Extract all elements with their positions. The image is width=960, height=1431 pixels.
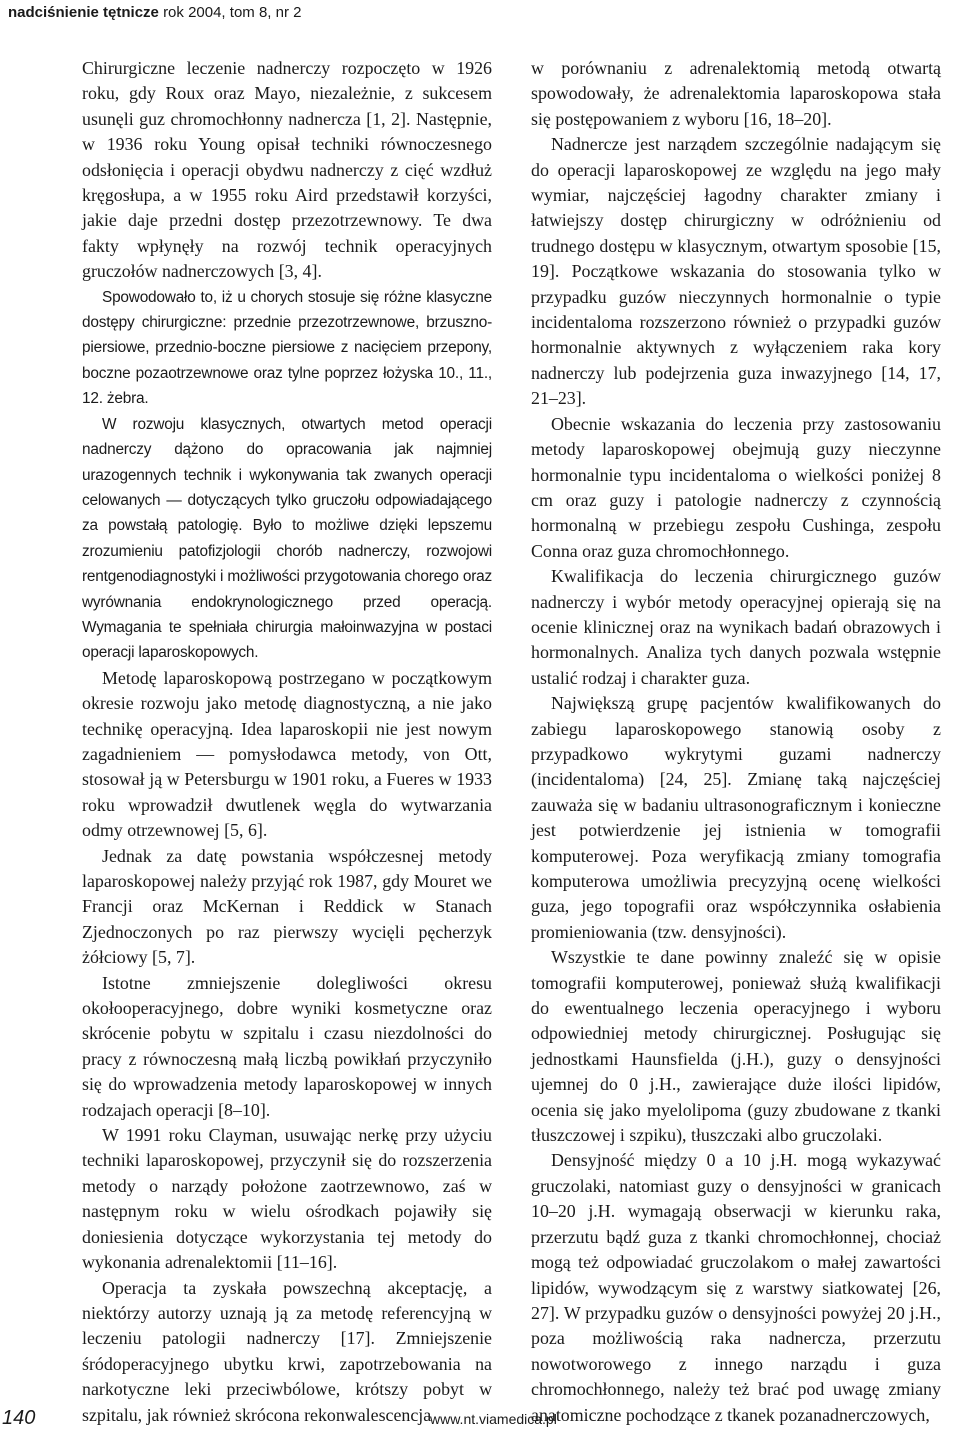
paragraph: Densyjność między 0 a 10 j.H. mogą wykazywać gruczolaki, natomiast guzy o densyjności w granicach 10–20 j.H. wymagają obserwacji w kierunku raka, przerzutu bądź guza z tkanki chromochłonnej, chociaż mogą też odpowiadać gruczolakom o małej zawartości lipidów, wywodzącym się z warstwy siatkowatej [26, 27]. W przypadku guzów o densyjności powyżej 20 j.H., poza możliwością raka nadnercza, przerzutu nowotworowego z innego narządu i guza chromochłonnego, należy też brać pod uwagę zmiany anatomiczne pochodzące z tkanek pozanadnerczowych, (531, 1150, 941, 1425)
page-number: 140 (2, 1407, 36, 1429)
paragraph: Obecnie wskazania do leczenia przy zastosowaniu metody laparoskopowej obejmują guzy nieczynne hormonalnie typu incidentaloma o wielkości poniżej 8 cm oraz guzy i patologie nadnerczy z czynnością hormonalną w przebiegu zespołu Cushinga, zespołu Conna oraz guza chromochłonnego. (531, 413, 941, 561)
paragraph: W 1991 roku Clayman, usuwając nerkę przy użyciu techniki laparoskopowej, przyczynił się do rozszerzenia metody o narządy położone zaotrzewnowo, zaś w następnym roku w wielu ośrodkach pojawiły się doniesienia dotyczące wykorzystania tej metody do wykonania adrenalektomii [11–16]. (82, 1125, 492, 1273)
paragraph: Nadnercze jest narządem szczególnie nadającym się do operacji laparoskopowej ze względu na jego mały wymiar, najczęściej łagodny charakter zmiany i łatwiejszy dostęp chirurgiczny w odróżnieniu od trudnego dostępu w klasycznym, otwartym sposobie [15, 19]. Początkowe wskazania do stosowania tylko w przypadku guzów nieczynnych hormonalnie o typie incidentaloma rozszerzono również o przypadki guzów hormonalnie aktywnych z wyłączeniem raka kory nadnerczy lub podejrzenia guza inwazyjnego [14, 17, 21–23]. (531, 134, 941, 409)
right-column (531, 56, 941, 1428)
paragraph: Spowodowało to, iż u chorych stosuje się różne klasyczne dostępy chirurgiczne: przednie przezotrzewnowe, brzuszno-piersiowe, przednio-boczne piersiowe z nacięciem przepony, boczne pozaotrzewnowe oraz tylne poprzez łożyska 10., 11., 12. żebra. (82, 288, 492, 408)
paragraph: Wszystkie te dane powinny znaleźć się w opisie tomografii komputerowej, ponieważ służą kwalifikacji do ewentualnego leczenia operacyjnego i wyboru odpowiedniej metody chirurgicznej. Posługując się jednostkami Haunsfielda (j.H.), guzy o densyjności ujemnej do 0 j.H., zawierające duże ilości lipidów, ocenia się jako myelolipoma (guzy zbudowane z tkanki tłuszczowej i szpiku), tłuszczaki albo gruczolaki. (531, 947, 941, 1146)
paragraph: Największą grupę pacjentów kwalifikowanych do zabiegu laparoskopowego stanowią osoby z przypadkowo wykrytymi guzami nadnerczy (incidentaloma) [24, 25]. Zmianę taką najczęściej zauważa się w badaniu ultrasonograficznym i konieczne jest potwierdzenie jej istnienia w tomografii komputerowej. Poza weryfikacją zmiany tomografia komputerowa umożliwia precyzyjną ocenę wielkości guza, jego topografii oraz współczynnika osłabienia promieniowania (tzw. densyjności). (531, 693, 941, 942)
paragraph: w porównaniu z adrenalektomią metodą otwartą spowodowały, że adrenalektomia laparoskopowa stała się postępowaniem z wyboru [16, 18–20]. (531, 58, 941, 129)
journal-name: nadciśnienie tętnicze (8, 4, 159, 21)
paragraph: Operacja ta zyskała powszechną akceptację, a niektórzy autorzy uznają ją za metodę referencyjną w leczeniu patologii nadnerczy [17]. Zmniejszenie śródoperacyjnego ubytku krwi, zapotrzebowania na narkotyczne leki przeciwbólowe, krótszy pobyt w szpitalu, jak również skrócona rekonwalescencja (82, 1277, 492, 1425)
issue-info: rok 2004, tom 8, nr 2 (163, 4, 302, 21)
left-column (82, 56, 492, 1428)
paragraph: Istotne zmniejszenie dolegliwości okresu okołooperacyjnego, dobre wyniki kosmetyczne oraz skrócenie pobytu w szpitalu i czasu niezdolności do pracy z równoczesną małą liczbą powikłań przyczyniło się do wprowadzenia metody laparoskopowej w innych rodzajach operacji [8–10]. (82, 972, 492, 1120)
running-header (8, 4, 301, 21)
paragraph: Chirurgiczne leczenie nadnerczy rozpoczęto w 1926 roku, gdy Roux oraz Mayo, niezależnie, z sukcesem usunęli guz chromochłonny nadnercza [1, 2]. Następnie, w 1936 roku Young opisał techniki równoczesnego odsłonięcia i operacji obydwu nadnerczy z cięć wzdłuż kręgosłupa, a w 1955 roku Aird przedstawił korzyści, jakie daje przedni dostęp przezotrzewnowy. Te dwa fakty wpłynęły na rozwój technik operacyjnych gruczołów nadnerczowych [3, 4]. (82, 58, 492, 282)
paragraph: Jednak za datę powstania współczesnej metody laparoskopowej należy przyjąć rok 1987, gdy Mouret we Francji oraz McKernan i Reddick w Stanach Zjednoczonych po raz pierwszy wycięli pęcherzyk żółciowy [5, 7]. (82, 845, 492, 968)
site-url: www.nt.viamedica.pl (430, 1411, 557, 1427)
paragraph: Kwalifikacja do leczenia chirurgicznego guzów nadnerczy i wybór metody operacyjnej opierają się na ocenie klinicznej oraz na wynikach badań obrazowych i hormonalnych. Analiza tych danych pozwala wstępnie ustalić rodzaj i charakter guza. (531, 566, 941, 688)
paragraph: Metodę laparoskopową postrzegano w początkowym okresie rozwoju jako metodę diagnostyczną, a nie jako technikę operacyjną. Idea laparoskopii nie jest nowym zagadnieniem — pomysłodawca metody, von Ott, stosował ją w Petersburgu w 1901 roku, a Fueres w 1933 roku wprowadził dwutlenek węgla do wytwarzania odmy otrzewnowej [5, 6]. (82, 667, 492, 841)
paragraph: W rozwoju klasycznych, otwartych metod operacji nadnerczy dążono do opracowania jak najmniej urazogennych technik i wykonywania tak zwanych operacji celowanych — dotyczących tylko gruczołu odpowiadającego za powstałą patologię. Było to możliwe dzięki lepszemu zrozumieniu patofizjologii chorób nadnerczy, rozwojowi rentgenodiagnostyki i możliwości przygotowania chorego oraz wyrównania endokrynologicznego przed operacją. Wymagania te spełniała chirurgia małoinwazyjna w postaci operacji laparoskopowych. (82, 415, 492, 662)
